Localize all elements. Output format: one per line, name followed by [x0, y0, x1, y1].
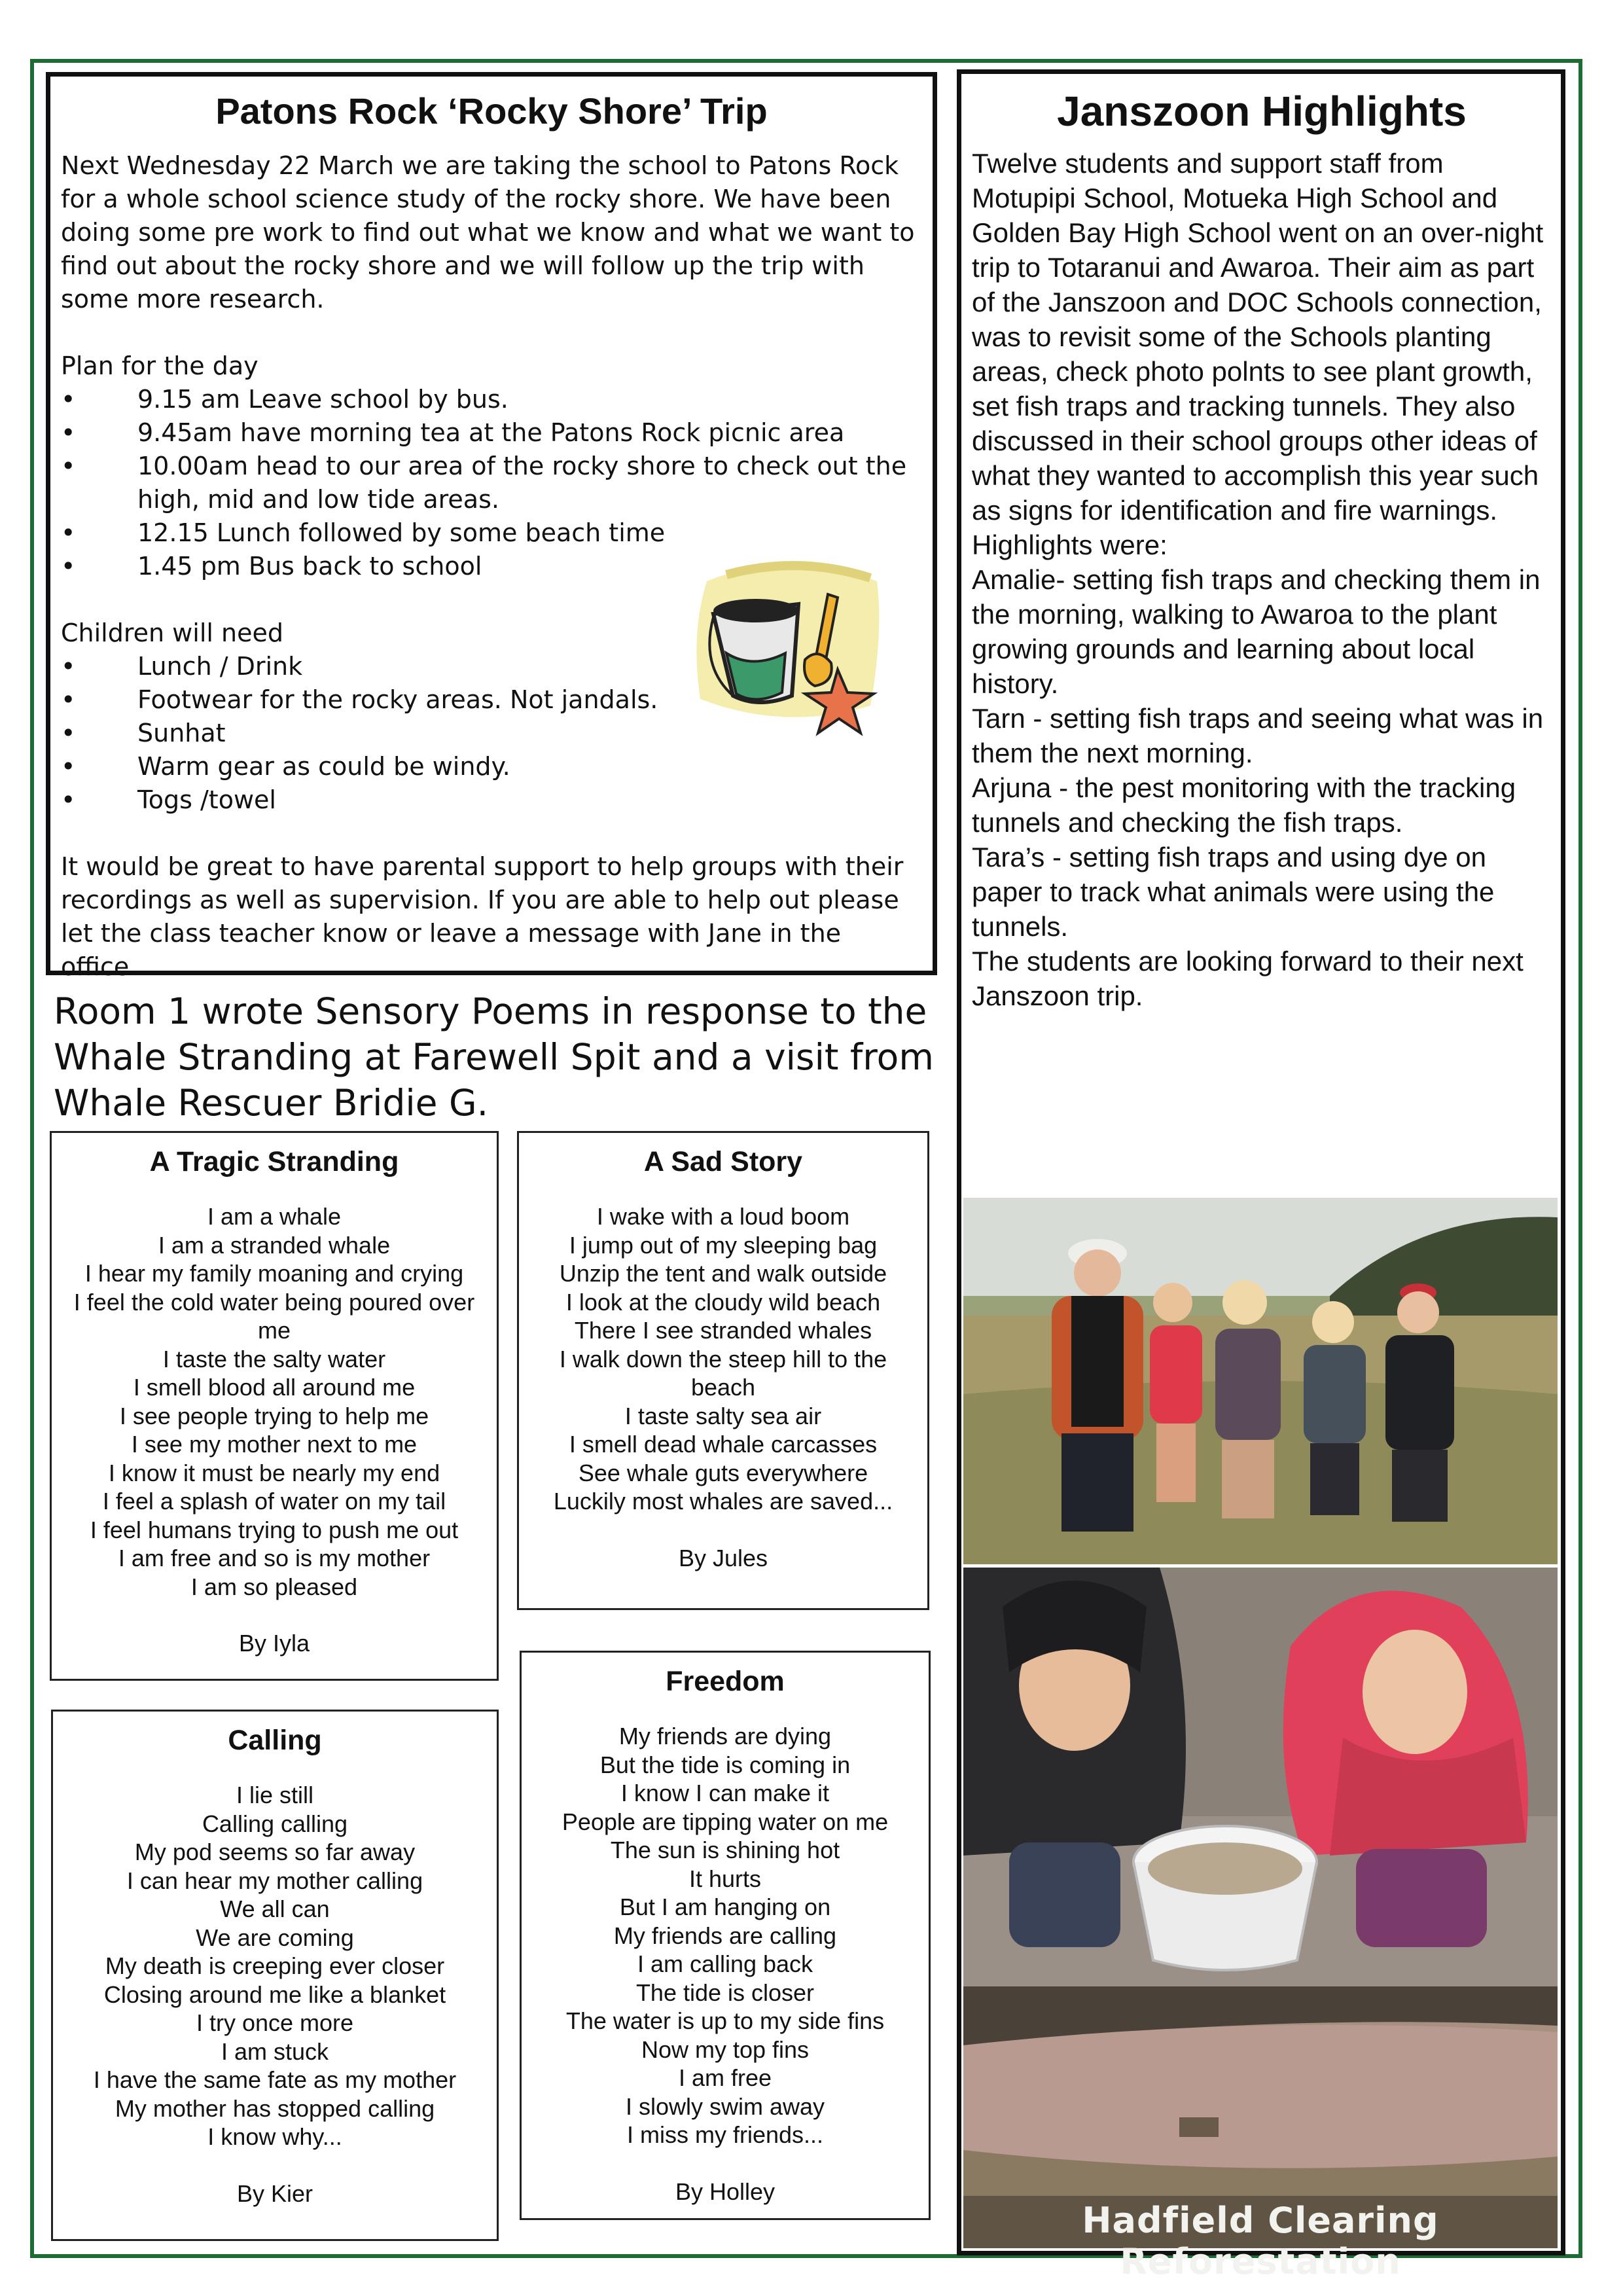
poem-line: Calling calling: [202, 1810, 348, 1837]
poem-line: Now my top fins: [641, 2036, 810, 2063]
janszoon-paragraph: The students are looking forward to their next Janszoon trip.: [972, 946, 1524, 1011]
poem-line: I know why...: [207, 2123, 342, 2150]
poem-line: I can hear my mother calling: [126, 1867, 423, 1894]
plan-item: • 9.15 am Leave school by bus.: [61, 383, 922, 416]
poem-line: I am free and so is my mother: [118, 1545, 431, 1571]
janszoon-paragraph: Arjuna - the pest monitoring with the tracking tunnels and checking the fish traps.: [972, 772, 1516, 838]
plan-item: • 10.00am head to our area of the rocky shore to check out the high, mid and low tide areas.: [61, 450, 922, 516]
poem-line: I look at the cloudy wild beach: [565, 1288, 881, 1316]
poem-line: My death is creeping ever closer: [105, 1952, 445, 1979]
poem-line: Luckily most whales are saved...: [553, 1488, 893, 1515]
poem-freedom: [520, 1651, 931, 2220]
plan-item: • 9.45am have morning tea at the Patons Rock picnic area: [61, 416, 922, 450]
bucket-spade-starfish-icon: [687, 555, 890, 745]
poem-line: We are coming: [196, 1924, 354, 1951]
poem-title: Freedom: [666, 1666, 785, 1697]
poem-line: I feel humans trying to push me out: [90, 1516, 459, 1543]
poem-line: I wake with a loud boom: [596, 1203, 850, 1230]
poem-line: I know it must be nearly my end: [108, 1459, 440, 1486]
poem-line: The water is up to my side fins: [565, 2007, 885, 2034]
poem-line: I know I can make it: [620, 1780, 830, 1806]
poem-line: My pod seems so far away: [134, 1839, 416, 1865]
poem-line: I feel a splash of water on my tail: [102, 1488, 446, 1515]
students-group-photo: [963, 1198, 1558, 1564]
janszoon-title: Janszoon Highlights: [1057, 88, 1467, 135]
plan-item: • 12.15 Lunch followed by some beach time: [61, 516, 922, 550]
poem-line: I taste the salty water: [162, 1345, 386, 1372]
janszoon-paragraph: Tara’s - setting fish traps and using dye on paper to track what animals were using the tunnels.: [972, 842, 1495, 942]
poem-a-tragic-stranding: [50, 1131, 499, 1681]
poem-line: My mother has stopped calling: [115, 2094, 435, 2122]
patons-rock-article: [46, 72, 937, 981]
plan-heading: Plan for the day: [61, 351, 259, 380]
need-item: • Warm gear as could be windy.: [61, 750, 922, 783]
patons-rock-title: Patons Rock ‘Rocky Shore’ Trip: [215, 90, 768, 132]
poem-line: But I am hanging on: [619, 1893, 831, 1920]
poem-line: I slowly swim away: [625, 2092, 825, 2120]
poem-title: A Tragic Stranding: [149, 1146, 399, 1177]
poem-line: I am a stranded whale: [158, 1231, 391, 1259]
poem-line: I see my mother next to me: [131, 1431, 418, 1458]
hadfield-clearing-photo: [963, 1986, 1558, 2282]
poem-line: My friends are dying: [618, 1723, 832, 1749]
poem-line: There I see stranded whales: [574, 1317, 872, 1344]
poem-line: I am so pleased: [190, 1573, 358, 1600]
poem-line: I am a whale: [207, 1203, 342, 1230]
poem-line: The sun is shining hot: [610, 1837, 840, 1863]
poem-line: I have the same fate as my mother: [93, 2066, 457, 2093]
poem-line: People are tipping water on me: [562, 1808, 889, 1835]
poem-author: By Holley: [675, 2178, 776, 2205]
need-item: • Lunch / Drink: [61, 650, 922, 683]
poem-line: I smell blood all around me: [133, 1374, 416, 1401]
fish-trap-bucket-photo: [963, 1568, 1558, 1986]
poem-line: I am calling back: [637, 1950, 813, 1977]
patons-intro: Next Wednesday 22 March we are taking the school to Patons Rock for a whole school science study of the rocky shore. We have been doing some pre work to find out what we know and what we want to find out about the rocky shore and we will follow up the trip with some more research.: [61, 151, 915, 314]
poem-line: I lie still: [236, 1782, 314, 1808]
plan-item: • 1.45 pm Bus back to school: [61, 550, 922, 583]
patons-closing: It would be great to have parental support to help groups with their recordings as well as supervision. If you are able to help out please let the class teacher know or leave a message with Jane in the office.: [61, 852, 904, 981]
poem-author: By Kier: [236, 2179, 313, 2207]
poem-line: See whale guts everywhere: [578, 1459, 868, 1486]
photo-caption: Hadfield Clearing Reforestation: [1082, 2200, 1439, 2282]
poem-title: Calling: [228, 1725, 322, 1756]
poem-line: Closing around me like a blanket: [103, 1981, 446, 2008]
poem-author: By Iyla: [238, 1630, 310, 1657]
janszoon-paragraph: Twelve students and support staff from Motupipi School, Motueka High School and Golden Bay High School went on an over-night trip to Totaranui and Awaroa. Their aim as part of the Janszoon and DOC Schools connection, was to revisit some of the Schools planting areas, check photo polnts to see plant growth, set fish traps and tracking tunnels. They also discussed in their school groups other ideas of what they wanted to accomplish this year such as signs for identification and fire warnings.: [972, 148, 1544, 526]
poem-line: We all can: [220, 1895, 330, 1922]
poem-line: I hear my family moaning and crying: [84, 1260, 464, 1287]
poem-line: I am free: [678, 2064, 772, 2091]
poem-line: I am stuck: [221, 2037, 329, 2065]
need-heading: Children will need: [61, 619, 283, 647]
poem-line: It hurts: [688, 1865, 762, 1892]
room1-heading: Room 1 wrote Sensory Poems in response to the Whale Stranding at Farewell Spit and a visit from Whale Rescuer Bridie G.: [54, 990, 934, 1124]
janszoon-paragraph: Highlights were:: [972, 529, 1168, 560]
poem-line: I see people trying to help me: [119, 1402, 429, 1429]
poem-line: I feel the cold water being poured over me: [73, 1288, 475, 1344]
poem-line: The tide is closer: [635, 1979, 815, 2006]
poem-a-sad-story: [517, 1131, 929, 1610]
poem-line: Unzip the tent and walk outside: [559, 1260, 887, 1287]
poem-line: I try once more: [196, 2009, 354, 2036]
janszoon-paragraph: Tarn - setting fish traps and seeing what was in them the next morning.: [972, 703, 1544, 768]
poem-calling: [51, 1710, 499, 2241]
poem-line: I walk down the steep hill to the beach: [559, 1345, 887, 1401]
poem-line: I taste salty sea air: [624, 1402, 822, 1429]
poem-line: I miss my friends...: [626, 2121, 824, 2148]
poem-line: But the tide is coming in: [599, 1751, 851, 1778]
poem-author: By Jules: [678, 1544, 768, 1571]
poem-line: My friends are calling: [613, 1922, 837, 1949]
plan-list: [61, 383, 922, 583]
janszoon-paragraph: Amalie- setting fish traps and checking them in the morning, walking to Awaroa to the plant growing grounds and learning about local history.: [972, 564, 1541, 699]
need-item: • Togs /towel: [61, 783, 922, 817]
poem-line: I smell dead whale carcasses: [569, 1431, 878, 1458]
need-item: • Footwear for the rocky areas. Not jandals.: [61, 683, 922, 717]
poem-line: I jump out of my sleeping bag: [569, 1231, 878, 1259]
poem-title: A Sad Story: [643, 1146, 803, 1177]
need-item: • Sunhat: [61, 717, 922, 750]
